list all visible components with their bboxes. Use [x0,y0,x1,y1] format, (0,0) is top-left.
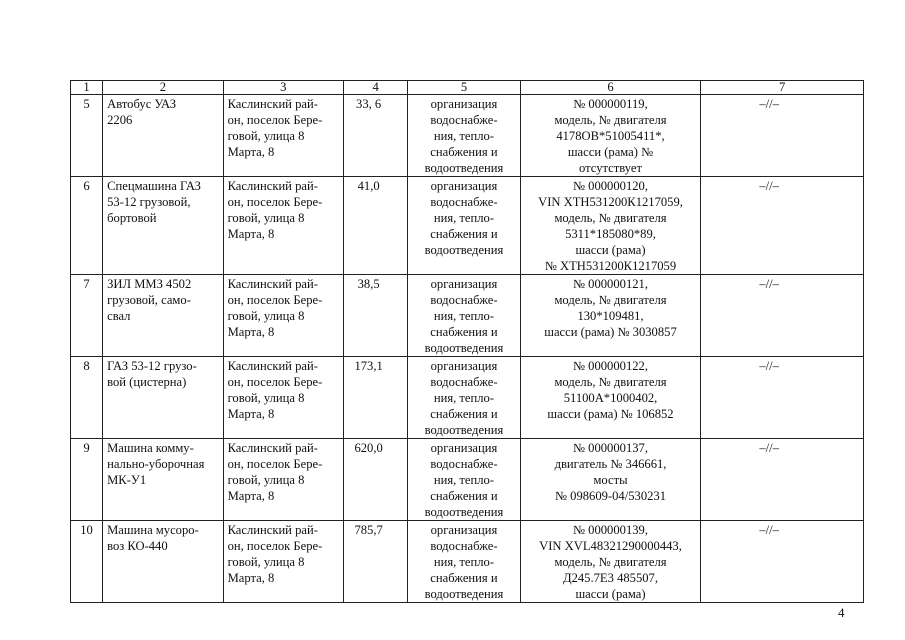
vehicle-purpose-line: водоснабже- [430,539,498,553]
vehicle-location-line: Каслинский рай- [227,277,318,291]
vehicle-details-line: № 098609-04/530231 [555,489,667,503]
vehicle-details-line: № 000000137, [573,441,648,455]
vehicle-purpose-line: ния, тепло- [433,473,495,487]
vehicle-details-line: модель, № двигателя [554,555,667,569]
vehicle-details-line: модель, № двигателя [554,375,667,389]
vehicle-name-line: ГАЗ 53-12 грузо- [107,359,197,373]
row-number: 9 [71,439,103,521]
vehicle-purpose-line: водоснабже- [430,457,498,471]
vehicle-details-line: № 000000120, [573,179,648,193]
column-number: 3 [223,81,343,95]
row-number: 8 [71,357,103,439]
vehicle-purpose-line: водоснабже- [430,195,498,209]
vehicle-purpose-line: ния, тепло- [433,391,495,405]
table-row [71,275,864,357]
vehicle-purpose-line: ния, тепло- [433,129,495,143]
row-number: 6 [71,177,103,275]
vehicle-name-line: МК-У1 [107,473,147,487]
ditto-mark: –//– [701,177,864,275]
vehicle-details-line: 130*109481, [577,309,644,323]
vehicle-details [520,177,701,275]
vehicle-purpose-line: снабжения и [430,489,498,503]
vehicle-details-line: мосты [593,473,628,487]
vehicle-location-line: говой, улица 8 [227,555,305,569]
vehicle-purpose-line: организация [430,523,498,537]
vehicle-details-line: 5311*185080*89, [565,227,656,241]
table-row [71,177,864,275]
row-number: 5 [71,95,103,177]
vehicle-purpose-line: снабжения и [430,227,498,241]
vehicle-purpose-line: снабжения и [430,145,498,159]
vehicle-details-line: отсутствует [579,161,642,175]
vehicle-purpose-line: водоснабже- [430,375,498,389]
vehicle-location-line: Марта, 8 [227,407,275,421]
vehicle-name-line: воз КО-440 [107,539,168,553]
vehicle-location-line: Марта, 8 [227,227,275,241]
vehicle-name-line: 53-12 грузовой, [107,195,191,209]
table-row [71,439,864,521]
vehicle-purpose-line: водоотведения [424,505,504,519]
vehicle-name-line: вой (цистерна) [107,375,187,389]
vehicle-details-line: Д245.7Е3 485507, [563,571,658,585]
vehicle-details-line: № ХТН531200К1217059 [544,259,677,273]
vehicle-purpose-line: организация [430,441,498,455]
vehicle-value: 173,1 [344,357,408,439]
vehicle-purpose-line: водоотведения [424,243,504,257]
vehicle-details-line: шасси (рама) № 106852 [547,407,674,421]
vehicle-purpose-line: водоснабже- [430,293,498,307]
vehicle-name-line: Автобус УАЗ [107,97,177,111]
vehicle-details-line: шасси (рама) [575,587,646,601]
ditto-mark: –//– [701,521,864,603]
vehicle-purpose [408,357,520,439]
vehicle-details [520,275,701,357]
vehicle-name-line: 2206 [107,113,133,127]
vehicle-details-line: 51100А*1000402, [563,391,658,405]
vehicle-purpose-line: организация [430,179,498,193]
vehicle-details [520,357,701,439]
vehicle-details-line: № 000000122, [573,359,648,373]
column-number: 6 [520,81,701,95]
vehicle-purpose [408,95,520,177]
vehicle-location-line: он, поселок Бере- [227,195,323,209]
vehicle-location-line: он, поселок Бере- [227,113,323,127]
column-number-row [71,81,864,95]
table-row [71,521,864,603]
table-body [71,81,864,603]
vehicle-purpose-line: водоснабже- [430,113,498,127]
vehicle-purpose-line: водоотведения [424,423,504,437]
vehicle-details-line: шасси (рама) № 3030857 [544,325,677,339]
row-number: 7 [71,275,103,357]
vehicle-location-line: говой, улица 8 [227,391,305,405]
vehicle-purpose [408,275,520,357]
vehicle-purpose-line: снабжения и [430,571,498,585]
vehicle-location-line: Марта, 8 [227,571,275,585]
vehicle-name [103,177,223,275]
vehicle-value: 785,7 [344,521,408,603]
vehicle-location-line: говой, улица 8 [227,129,305,143]
vehicle-location-line: Каслинский рай- [227,441,318,455]
vehicle-value: 38,5 [344,275,408,357]
table-row [71,95,864,177]
vehicle-name [103,275,223,357]
vehicle-purpose-line: снабжения и [430,407,498,421]
vehicle-location-line: Каслинский рай- [227,359,318,373]
ditto-mark: –//– [701,439,864,521]
vehicle-location [223,439,343,521]
vehicle-purpose [408,177,520,275]
ditto-mark: –//– [701,95,864,177]
vehicle-name [103,95,223,177]
vehicle-purpose-line: водоотведения [424,587,504,601]
vehicle-name-line: нально-уборочная [107,457,205,471]
vehicle-location-line: Каслинский рай- [227,97,318,111]
vehicle-location-line: он, поселок Бере- [227,539,323,553]
vehicle-details-line: 4178ОВ*51005411*, [556,129,665,143]
vehicle-name-line: Машина мусоро- [107,523,199,537]
vehicle-name-line: бортовой [107,211,157,225]
column-number: 5 [408,81,520,95]
vehicle-name-line: ЗИЛ ММЗ 4502 [107,277,192,291]
column-number: 7 [701,81,864,95]
vehicle-location-line: Каслинский рай- [227,523,318,537]
vehicle-details-line: № 000000119, [573,97,648,111]
vehicle-location-line: Марта, 8 [227,489,275,503]
vehicle-location [223,275,343,357]
column-number: 1 [71,81,103,95]
vehicle-details-line: двигатель № 346661, [554,457,667,471]
vehicle-details-line: модель, № двигателя [554,293,667,307]
vehicle-details-line: модель, № двигателя [554,211,667,225]
vehicle-location-line: Марта, 8 [227,145,275,159]
column-number: 4 [344,81,408,95]
vehicle-location-line: говой, улица 8 [227,473,305,487]
vehicle-value: 33, 6 [344,95,408,177]
vehicle-name [103,521,223,603]
vehicle-location-line: Каслинский рай- [227,179,318,193]
vehicle-value: 41,0 [344,177,408,275]
vehicle-location-line: он, поселок Бере- [227,457,323,471]
table-row [71,357,864,439]
vehicle-location-line: он, поселок Бере- [227,375,323,389]
vehicle-location [223,521,343,603]
vehicle-purpose [408,439,520,521]
vehicle-name-line: Машина комму- [107,441,194,455]
vehicle-location [223,95,343,177]
vehicle-registry-table [70,80,864,603]
vehicle-purpose-line: организация [430,359,498,373]
row-number: 10 [71,521,103,603]
vehicle-details [520,439,701,521]
vehicle-location-line: он, поселок Бере- [227,293,323,307]
ditto-mark: –//– [701,275,864,357]
vehicle-location-line: говой, улица 8 [227,211,305,225]
vehicle-purpose [408,521,520,603]
vehicle-details-line: VIN ХТН531200К1217059, [538,195,683,209]
vehicle-details-line: модель, № двигателя [554,113,667,127]
vehicle-purpose-line: ния, тепло- [433,309,495,323]
vehicle-location [223,177,343,275]
vehicle-details-line: № 000000121, [573,277,648,291]
column-number: 2 [103,81,223,95]
vehicle-details-line: шасси (рама) [575,243,646,257]
vehicle-purpose-line: организация [430,97,498,111]
vehicle-name [103,439,223,521]
vehicle-name [103,357,223,439]
vehicle-details-line: № 000000139, [573,523,648,537]
vehicle-name-line: грузовой, само- [107,293,191,307]
vehicle-details-line: шасси (рама) № [567,145,654,159]
vehicle-value: 620,0 [344,439,408,521]
vehicle-purpose-line: организация [430,277,498,291]
vehicle-location-line: Марта, 8 [227,325,275,339]
vehicle-location [223,357,343,439]
vehicle-details [520,95,701,177]
vehicle-purpose-line: ния, тепло- [433,211,495,225]
vehicle-details [520,521,701,603]
vehicle-purpose-line: водоотведения [424,161,504,175]
ditto-mark: –//– [701,357,864,439]
vehicle-name-line: Спецмашина ГАЗ [107,179,201,193]
vehicle-name-line: свал [107,309,131,323]
vehicle-purpose-line: ния, тепло- [433,555,495,569]
page-number: 4 [838,605,845,620]
vehicle-purpose-line: водоотведения [424,341,504,355]
vehicle-details-line: VIN XVL48321290000443, [539,539,682,553]
vehicle-location-line: говой, улица 8 [227,309,305,323]
vehicle-purpose-line: снабжения и [430,325,498,339]
